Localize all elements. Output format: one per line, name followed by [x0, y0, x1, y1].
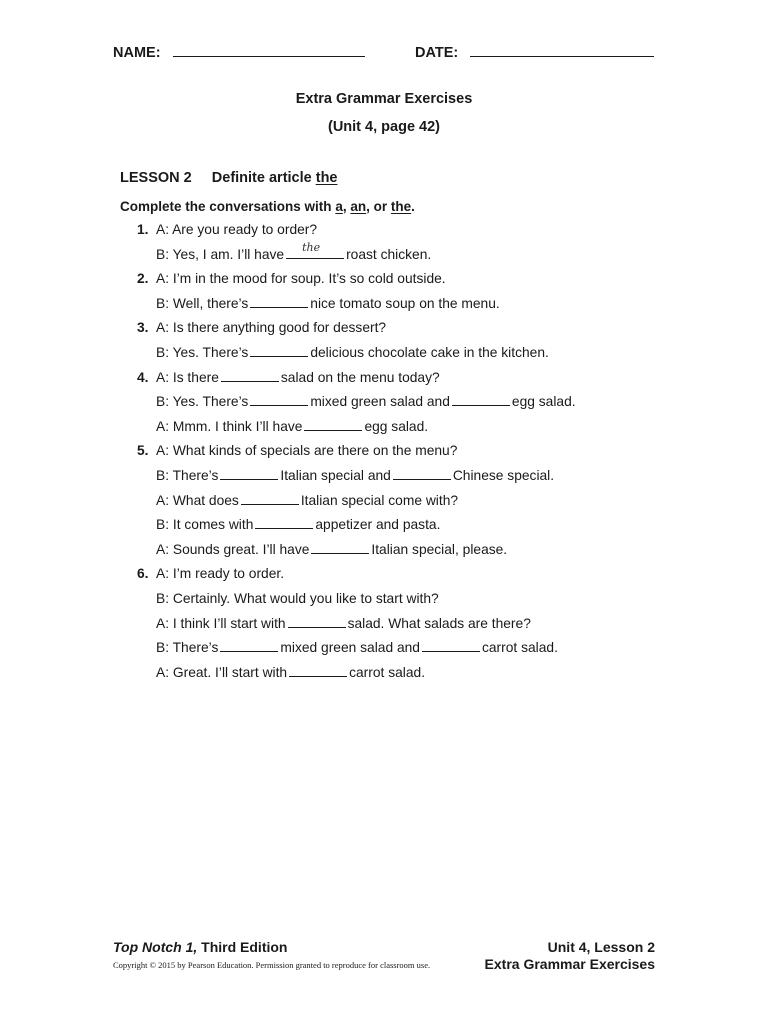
- instructions-end: .: [411, 199, 415, 214]
- instructions-sep: ,: [342, 199, 347, 214]
- exercise-line: [156, 320, 386, 335]
- dialogue-text: mixed green salad and: [310, 394, 450, 409]
- date-field[interactable]: [470, 42, 654, 57]
- dialogue-text: A: What does: [156, 493, 239, 508]
- lesson-topic-word: the: [315, 170, 338, 186]
- instructions-word-an: an: [350, 199, 367, 214]
- dialogue-text: A: I’m ready to order.: [156, 566, 285, 581]
- dialogue-text: B: Well, there’s: [156, 296, 249, 311]
- dialogue-text: delicious chocolate cake in the kitchen.: [310, 345, 549, 360]
- book-edition: Third Edition: [197, 939, 288, 955]
- footer-book: [113, 939, 287, 955]
- dialogue-text: A: Are you ready to order?: [156, 222, 318, 237]
- dialogue-text: appetizer and pasta.: [315, 517, 441, 532]
- dialogue-text: carrot salad.: [349, 665, 426, 680]
- dialogue-text: roast chicken.: [346, 247, 432, 262]
- handwritten-answer: the: [302, 241, 321, 254]
- answer-blank[interactable]: [255, 517, 313, 529]
- exercise-line: [156, 468, 554, 483]
- answer-blank[interactable]: [250, 345, 308, 357]
- instructions-word-a: a: [335, 199, 343, 214]
- date-row: [415, 42, 654, 61]
- dialogue-text: B: Yes. There’s: [156, 394, 249, 409]
- exercise-line: [156, 665, 425, 680]
- exercise-line: [156, 517, 440, 532]
- dialogue-text: Italian special, please.: [371, 542, 508, 557]
- exercise-number: 3.: [137, 320, 149, 335]
- dialogue-text: egg salad.: [511, 394, 576, 409]
- exercise-line: [156, 345, 549, 360]
- exercise-line: [156, 241, 432, 262]
- instructions-word-the: the: [390, 199, 412, 214]
- dialogue-text: B: It comes with: [156, 517, 254, 532]
- exercise-line: [156, 542, 507, 557]
- answer-blank[interactable]: [311, 542, 369, 554]
- exercise-line: [156, 640, 558, 655]
- dialogue-text: A: I’m in the mood for soup. It’s so cold outside.: [156, 271, 446, 286]
- answer-blank[interactable]: [286, 241, 344, 259]
- dialogue-text: A: Mmm. I think I’ll have: [156, 419, 303, 434]
- exercise-line: [156, 591, 439, 606]
- dialogue-text: carrot salad.: [481, 640, 558, 655]
- exercise-line: [156, 222, 317, 237]
- instructions-prefix: Complete the conversations with: [120, 199, 332, 214]
- exercise-line: [156, 616, 531, 631]
- page-title: Extra Grammar Exercises: [295, 91, 473, 107]
- exercise-line: [156, 271, 446, 286]
- exercise-number: 6.: [137, 566, 149, 581]
- dialogue-text: A: What kinds of specials are there on the menu?: [156, 443, 458, 458]
- answer-blank[interactable]: [393, 468, 451, 480]
- dialogue-text: A: Great. I’ll start with: [156, 665, 288, 680]
- dialogue-text: mixed green salad and: [280, 640, 420, 655]
- dialogue-text: A: Sounds great. I’ll have: [156, 542, 310, 557]
- footer-section: Extra Grammar Exercises: [484, 956, 655, 972]
- exercise-line: [156, 370, 440, 385]
- date-label: DATE:: [415, 45, 459, 61]
- exercise-line: [156, 443, 457, 458]
- answer-blank[interactable]: [241, 493, 299, 505]
- dialogue-text: B: There’s: [156, 640, 219, 655]
- lesson-label: LESSON 2: [120, 170, 192, 186]
- copyright: Copyright © 2015 by Pearson Education. Permission granted to reproduce for classroom use.: [113, 960, 431, 970]
- exercise-number: 4.: [137, 370, 149, 385]
- answer-blank[interactable]: [220, 640, 278, 652]
- dialogue-text: Chinese special.: [452, 468, 555, 483]
- answer-blank[interactable]: [422, 640, 480, 652]
- dialogue-text: A: Is there: [156, 370, 219, 385]
- lesson-topic: Definite article: [211, 170, 312, 186]
- name-row: [113, 42, 365, 61]
- dialogue-text: A: Is there anything good for dessert?: [156, 320, 387, 335]
- dialogue-text: nice tomato soup on the menu.: [310, 296, 500, 311]
- exercise-line: [156, 493, 458, 508]
- dialogue-text: B: Yes, I am. I’ll have: [156, 247, 285, 262]
- dialogue-text: A: I think I’ll start with: [156, 616, 286, 631]
- exercise-number: 1.: [137, 222, 149, 237]
- instructions-sep: , or: [366, 199, 388, 214]
- exercise-line: [156, 296, 500, 311]
- dialogue-text: B: Certainly. What would you like to start with?: [156, 591, 439, 606]
- dialogue-text: salad. What salads are there?: [347, 616, 531, 631]
- footer-unit: Unit 4, Lesson 2: [547, 939, 655, 955]
- page-subtitle: (Unit 4, page 42): [328, 119, 440, 135]
- name-label: NAME:: [113, 45, 161, 61]
- book-title: Top Notch 1,: [113, 939, 198, 955]
- exercise-line: [156, 419, 428, 434]
- lesson-heading: [120, 170, 337, 186]
- exercise-line: [156, 394, 576, 409]
- answer-blank[interactable]: [289, 665, 347, 677]
- dialogue-text: Italian special come with?: [300, 493, 459, 508]
- dialogue-text: B: Yes. There’s: [156, 345, 249, 360]
- answer-blank[interactable]: [452, 394, 510, 406]
- dialogue-text: egg salad.: [364, 419, 429, 434]
- exercise-number: 2.: [137, 271, 149, 286]
- exercise-number: 5.: [137, 443, 149, 458]
- dialogue-text: salad on the menu today?: [280, 370, 440, 385]
- answer-blank[interactable]: [221, 370, 279, 382]
- answer-blank[interactable]: [250, 394, 308, 406]
- answer-blank[interactable]: [288, 616, 346, 628]
- instructions: [120, 199, 415, 214]
- name-field[interactable]: [173, 42, 365, 57]
- answer-blank[interactable]: [250, 296, 308, 308]
- answer-blank[interactable]: [220, 468, 278, 480]
- answer-blank[interactable]: [304, 419, 362, 431]
- dialogue-text: B: There’s: [156, 468, 219, 483]
- exercise-line: [156, 566, 284, 581]
- dialogue-text: Italian special and: [280, 468, 391, 483]
